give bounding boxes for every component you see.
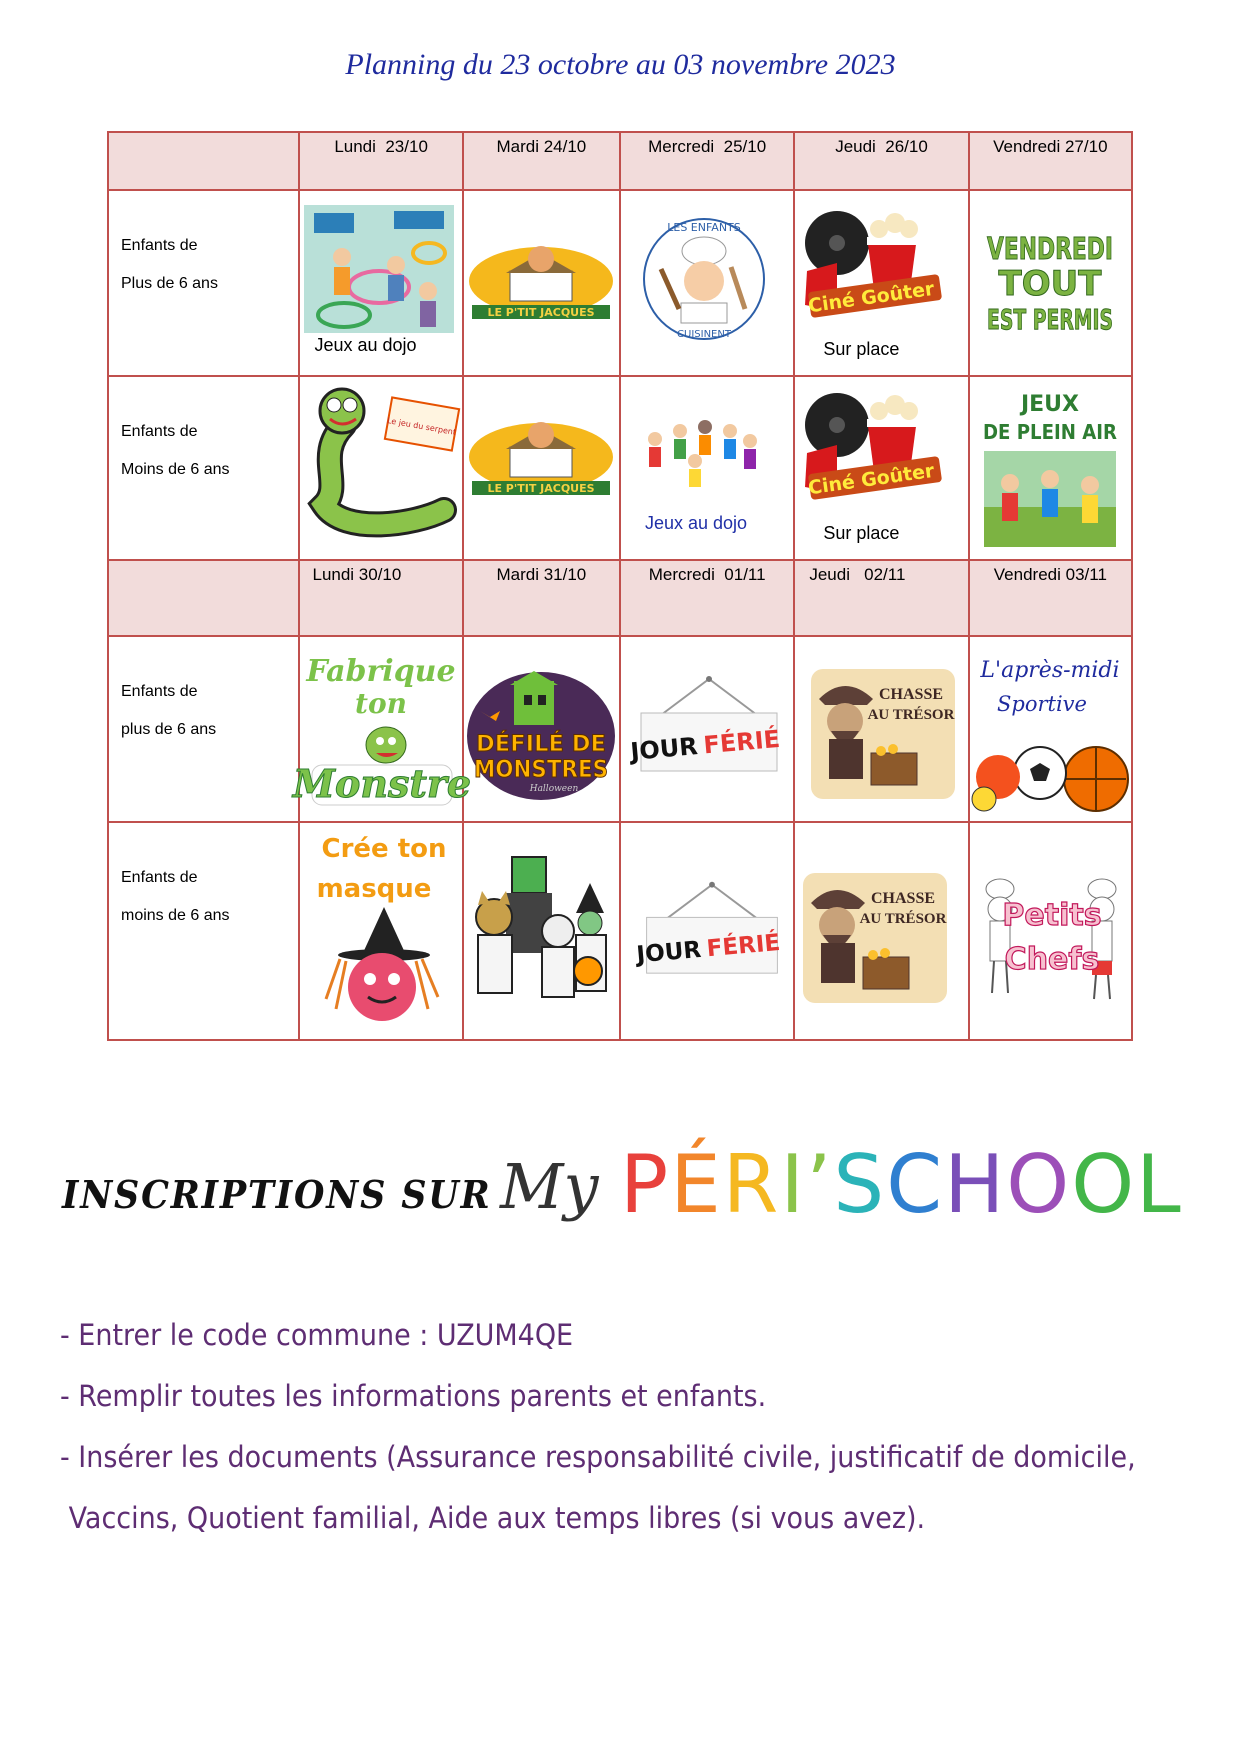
halloween-kids-icon (466, 847, 620, 1007)
table-row (108, 376, 1132, 560)
brand-letter: ’ (805, 1138, 834, 1231)
svg-text:Fabrique: Fabrique (306, 654, 457, 689)
svg-text:TOUT: TOUT (998, 264, 1102, 304)
svg-text:VENDREDI: VENDREDI (986, 232, 1113, 267)
activity-cell (463, 190, 620, 376)
activity-cell (620, 376, 794, 560)
day-header: Vendredi 03/11 (969, 560, 1132, 636)
svg-text:Chefs: Chefs (1004, 942, 1100, 977)
group-label-cell: Enfants de plus de 6 ans (108, 636, 299, 822)
svg-text:Halloween: Halloween (529, 784, 579, 794)
cree-ton-masque-icon (304, 829, 460, 1029)
svg-text:AU TRÉSOR: AU TRÉSOR (859, 911, 947, 927)
header-empty-cell (108, 132, 299, 190)
chasse-au-tresor-icon (803, 873, 947, 1003)
table-row (108, 190, 1132, 376)
svg-text:DÉFILÉ DE: DÉFILÉ DE (475, 732, 603, 757)
svg-text:EST PERMIS: EST PERMIS (986, 303, 1113, 336)
svg-text:Crée ton: Crée ton (321, 834, 447, 864)
header-empty-cell (108, 560, 299, 636)
svg-text:JOURFÉRIÉ: JOUR FÉRIÉ (629, 724, 782, 766)
jour-ferie-sign-icon (631, 673, 787, 773)
svg-text:ton: ton (355, 687, 408, 720)
svg-text:LES ENFANTS: LES ENFANTS (667, 221, 741, 234)
jeux-de-plein-air-icon (980, 387, 1120, 551)
chasse-au-tresor-icon (811, 669, 955, 799)
svg-text:L'après-midi: L'après-midi (980, 658, 1120, 683)
cine-gouter-icon (797, 383, 953, 509)
svg-text:CHASSE: CHASSE (871, 890, 936, 907)
group-label-cell: Enfants de Moins de 6 ans (108, 376, 299, 560)
week1-header-row (108, 132, 1132, 190)
jour-ferie-sign-icon (637, 877, 787, 977)
brand-letter: O (1006, 1138, 1072, 1231)
brand-letter: L (1136, 1138, 1183, 1231)
instruction-line: - Entrer le code commune : UZUM4QE (60, 1318, 574, 1352)
brand-letter: O (1071, 1138, 1137, 1231)
activity-cell (293, 636, 472, 822)
activity-cell (299, 376, 462, 560)
le-ptit-jacques-logo (466, 411, 616, 503)
brand-letter: S (833, 1138, 887, 1231)
activity-cell (620, 190, 794, 376)
svg-text:LE P'TIT JACQUES: LE P'TIT JACQUES (487, 482, 595, 495)
activity-caption: Sur place (823, 523, 900, 543)
svg-text:Le jeu du serpent: Le jeu du serpent (386, 415, 458, 437)
inscriptions-label: INSCRIPTIONS SUR (62, 1172, 492, 1217)
activity-cell (969, 376, 1132, 560)
day-header: Mercredi 01/11 (620, 560, 794, 636)
group-label-cell: Enfants de moins de 6 ans (108, 822, 299, 1040)
planning-table (107, 131, 1133, 1041)
activity-cell (620, 636, 794, 822)
svg-text:Ciné Goûter: Ciné Goûter (807, 459, 936, 500)
svg-text:Sportive: Sportive (996, 692, 1087, 716)
day-header: Mardi 24/10 (463, 132, 620, 190)
svg-text:JEUX: JEUX (1020, 392, 1079, 417)
brand-letter: I (780, 1138, 806, 1231)
table-row (108, 822, 1132, 1040)
snake-game-icon (304, 385, 460, 535)
svg-text:LE P'TIT JACQUES: LE P'TIT JACQUES (487, 306, 595, 319)
activity-cell (299, 822, 462, 1040)
defile-de-monstres-icon (466, 671, 616, 801)
day-header: Lundi 23/10 (299, 132, 462, 190)
group-label-cell: Enfants de Plus de 6 ans (108, 190, 299, 376)
svg-text:CHASSE: CHASSE (879, 686, 944, 703)
apres-midi-sportive-icon (970, 655, 1130, 815)
day-header: Vendredi 27/10 (969, 132, 1132, 190)
instruction-line: - Insérer les documents (Assurance responsabilité civile, justificatif de domicile, (60, 1440, 1136, 1474)
petits-chefs-icon (976, 869, 1126, 1019)
activity-cell (463, 636, 620, 822)
activity-cell (794, 190, 968, 376)
instruction-line: Vaccins, Quotient familial, Aide aux temps libres (si vous avez). (60, 1501, 926, 1535)
activity-cell (969, 822, 1132, 1040)
brand-letter: H (944, 1138, 1007, 1231)
activity-caption: Sur place (823, 339, 900, 359)
day-header: Mercredi 25/10 (620, 132, 794, 190)
activity-cell (794, 636, 968, 822)
day-header: Jeudi 02/11 (794, 560, 968, 636)
fabrique-ton-monstre-icon (293, 647, 472, 813)
activity-cell (299, 190, 462, 376)
cine-gouter-icon (797, 201, 953, 327)
activity-cell (969, 190, 1132, 376)
enfants-cuisinent-logo (639, 209, 769, 357)
brand-letter: R (722, 1138, 781, 1231)
activity-cell (463, 376, 620, 560)
activity-cell (969, 636, 1132, 822)
activity-cell (620, 822, 794, 1040)
kids-gym-icon (304, 205, 454, 333)
day-header: Jeudi 26/10 (794, 132, 968, 190)
svg-text:Monstre: Monstre (293, 761, 472, 806)
day-header: Lundi 30/10 (299, 560, 462, 636)
svg-text:masque: masque (317, 874, 432, 904)
activity-caption: Jeux au dojo (644, 513, 748, 533)
brand-letter: C (886, 1138, 945, 1231)
day-header: Mardi 31/10 (463, 560, 620, 636)
table-row (108, 636, 1132, 822)
instruction-line: - Remplir toutes les informations parents et enfants. (60, 1379, 767, 1413)
svg-text:Petits: Petits (1002, 898, 1102, 933)
svg-text:CUISINENT: CUISINENT (677, 329, 731, 340)
brand-letter: P (620, 1138, 671, 1231)
brand-my: My (500, 1150, 599, 1223)
page-title: Planning du 23 octobre au 03 novembre 2023 (345, 48, 896, 81)
svg-text:Ciné Goûter: Ciné Goûter (807, 277, 936, 318)
periscool-logo (620, 1138, 1183, 1231)
svg-text:JOURFÉRIÉ: JOUR FÉRIÉ (635, 929, 782, 969)
svg-text:DE PLEIN AIR: DE PLEIN AIR (982, 420, 1117, 444)
week2-header-row (108, 560, 1132, 636)
activity-cell (794, 822, 968, 1040)
brand-letter: É (670, 1138, 723, 1231)
activity-cell (463, 822, 620, 1040)
svg-text:MONSTRES: MONSTRES (473, 755, 608, 783)
activity-cell (794, 376, 968, 560)
le-ptit-jacques-logo (466, 235, 616, 327)
svg-text:AU TRÉSOR: AU TRÉSOR (867, 707, 955, 723)
activity-caption: Jeux au dojo (314, 335, 417, 355)
kids-circle-icon (635, 409, 765, 489)
vendredi-tout-est-permis-logo (984, 229, 1116, 339)
